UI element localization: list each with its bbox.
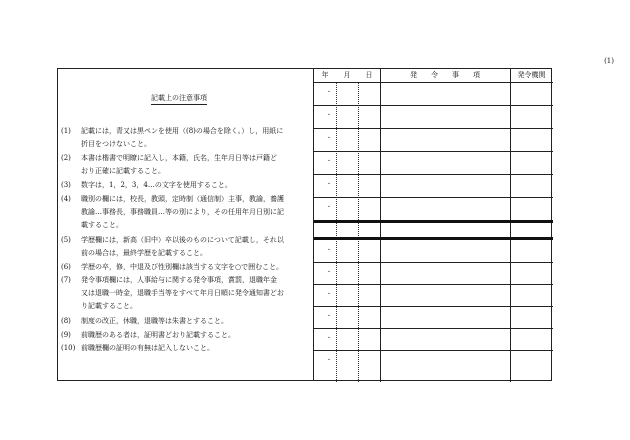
note-text: 折目をつけないこと。 [81, 140, 151, 148]
note-number: (2) [61, 154, 71, 162]
row-rule [314, 197, 553, 198]
dotted-divider [358, 82, 359, 382]
note-number: (7) [61, 276, 71, 284]
note-text: 前職歴欄の証明の有無は記入しないこと。 [81, 344, 214, 352]
row-rule [314, 262, 553, 263]
note-item [61, 193, 309, 232]
note-text: 制度の改正，休職，退職等は朱書とすること。 [81, 317, 228, 325]
note-text: 発令事項欄には，人事給与に関する発令事項，賞罰，退職年金 [81, 276, 277, 284]
row-bullet: ・ [326, 181, 333, 188]
row-rule [314, 306, 553, 307]
note-item [61, 125, 309, 151]
row-rule [314, 174, 553, 175]
note-text: 学歴の卒，修，中退及び性別欄は該当する文字を○で囲むこと。 [81, 263, 284, 271]
dotted-divider [336, 82, 337, 382]
note-number: (6) [61, 263, 71, 271]
row-bullet: ・ [326, 158, 333, 165]
page-number: (1) [604, 57, 614, 65]
note-item [61, 329, 309, 342]
note-number: (1) [61, 127, 71, 135]
row-rule [314, 151, 553, 152]
note-item [61, 152, 309, 178]
note-text: 前の場合は，最終学歴を記載すること。 [81, 249, 207, 257]
note-text: 数字は，1，2，3，4…の文字を使用すること。 [81, 181, 232, 189]
note-item [61, 274, 309, 313]
row-bullet: ・ [326, 269, 333, 276]
header-day: 日 [365, 71, 373, 79]
section-divider [314, 237, 553, 240]
row-bullet: ・ [326, 112, 333, 119]
row-bullet: ・ [326, 313, 333, 320]
header-year: 年 [321, 71, 329, 79]
note-text: 職別の欄には，校長，教頭，定時制（通信制）主事，教諭，養護 [81, 195, 284, 203]
appointment-table [314, 69, 553, 380]
note-item [61, 234, 309, 260]
row-bullet: ・ [326, 89, 333, 96]
note-text: り記載すること。 [81, 302, 137, 310]
note-number: (3) [61, 181, 71, 189]
note-text: 載すること。 [81, 221, 123, 229]
row-rule [314, 128, 553, 129]
column-divider [380, 69, 381, 382]
note-text: 又は退職一時金，退職手当等をすべて年月日順に発令通知書どお [81, 289, 284, 297]
note-number: (10) [61, 344, 76, 352]
notes-title: 記載上の注意事項 [151, 93, 207, 105]
note-item [61, 315, 309, 328]
note-text: おり正確に記載すること。 [81, 167, 165, 175]
header-month: 月 [343, 71, 351, 79]
row-rule [314, 105, 553, 106]
row-bullet: ・ [326, 204, 333, 211]
row-rule [314, 284, 553, 285]
note-number: (4) [61, 195, 71, 203]
notes-panel [58, 69, 314, 380]
row-bullet: ・ [326, 247, 333, 254]
section-divider [314, 220, 553, 223]
note-number: (8) [61, 317, 71, 325]
note-number: (5) [61, 236, 71, 244]
note-item [61, 179, 309, 192]
row-bullet: ・ [326, 135, 333, 142]
note-number: (9) [61, 331, 71, 339]
record-form [57, 68, 552, 381]
row-rule [314, 350, 553, 351]
row-rule [314, 328, 553, 329]
column-divider [510, 69, 511, 382]
header-agency: 発令機関 [517, 71, 546, 79]
note-text: 前職歴のある者は，証明書どおり記載すること。 [81, 331, 235, 339]
header-matter: 発 令 事 項 [410, 71, 480, 79]
note-text: 記載には，青又は黒ペンを使用（(8)の場合を除く。）し，用紙に [81, 127, 284, 135]
row-bullet: ・ [326, 357, 333, 364]
row-bullet: ・ [326, 335, 333, 342]
note-item [61, 342, 309, 355]
note-text: 教諭…事務長，事務職員…等の別により，その任用年月日別に記 [81, 208, 284, 216]
header-rule [314, 82, 553, 83]
note-text: 本書は楷書で明瞭に記入し，本籍，氏名，生年月日等は戸籍ど [81, 154, 277, 162]
row-bullet: ・ [326, 291, 333, 298]
note-text: 学歴欄には，新高（旧中）卒以後のものについて記載し，それ以 [81, 236, 284, 244]
note-item [61, 261, 309, 274]
